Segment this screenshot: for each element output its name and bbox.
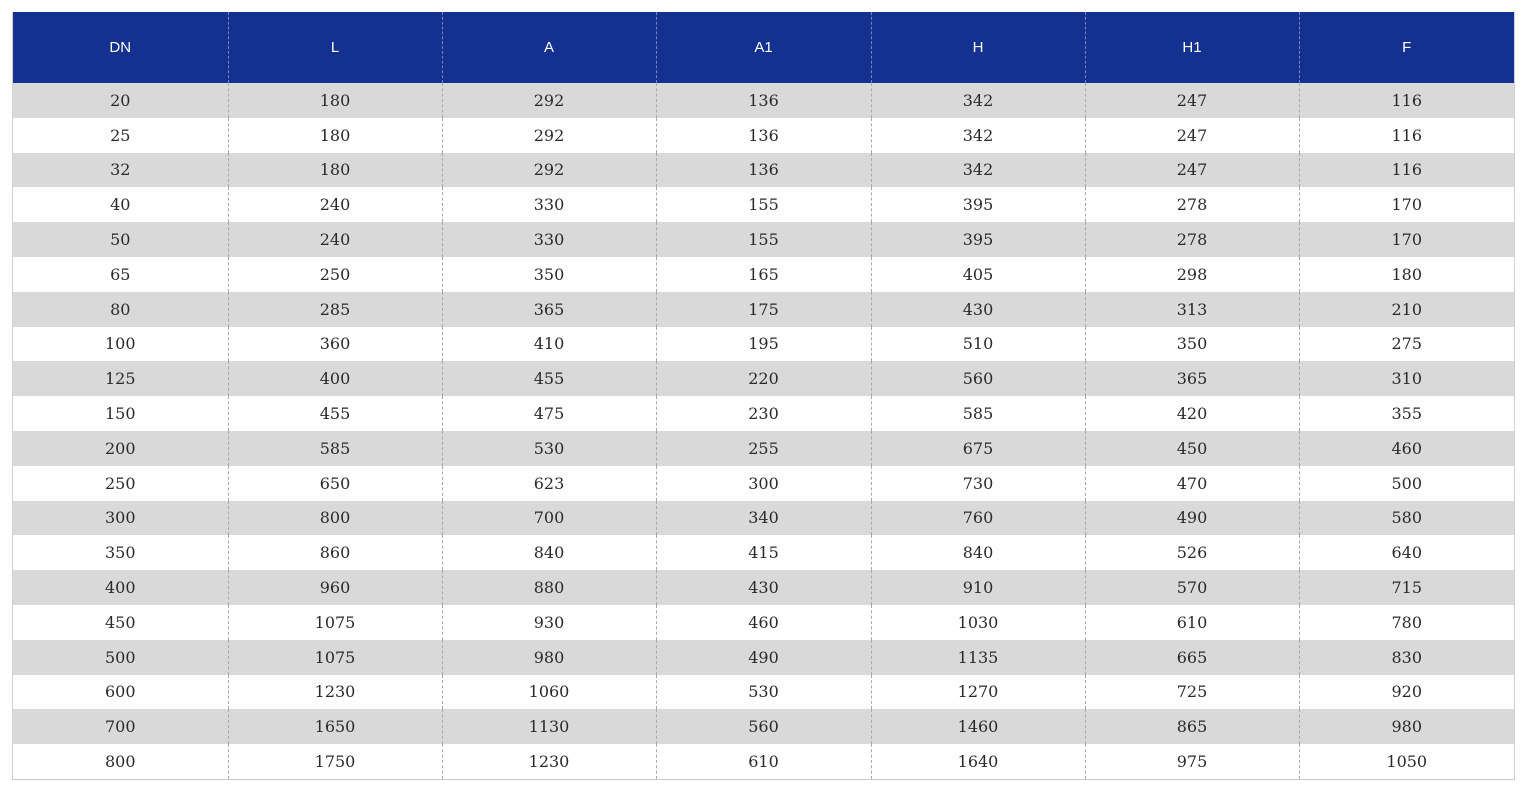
table-row xyxy=(13,153,1514,188)
table-row xyxy=(13,501,1514,536)
table-cell-f: 170 xyxy=(1299,187,1514,222)
table-row xyxy=(13,361,1514,396)
table-cell-h1: 490 xyxy=(1085,501,1299,536)
table-cell-h1: 247 xyxy=(1085,118,1299,153)
table-cell-dn: 200 xyxy=(13,431,228,466)
table-cell-a: 1130 xyxy=(442,709,656,744)
table-row xyxy=(13,466,1514,501)
table-cell-a1: 610 xyxy=(656,744,871,779)
table-cell-f: 116 xyxy=(1299,153,1514,188)
table-cell-a1: 155 xyxy=(656,187,871,222)
table-cell-a: 1060 xyxy=(442,675,656,710)
table-cell-a1: 560 xyxy=(656,709,871,744)
table-cell-h1: 725 xyxy=(1085,675,1299,710)
table-cell-h1: 450 xyxy=(1085,431,1299,466)
table-cell-dn: 150 xyxy=(13,396,228,431)
table-cell-l: 1230 xyxy=(228,675,442,710)
table-cell-h1: 313 xyxy=(1085,292,1299,327)
column-header-h: H xyxy=(871,12,1085,83)
column-header-h1: H1 xyxy=(1085,12,1299,83)
table-row xyxy=(13,118,1514,153)
table-row xyxy=(13,222,1514,257)
table-cell-l: 1650 xyxy=(228,709,442,744)
table-cell-h: 430 xyxy=(871,292,1085,327)
table-cell-f: 460 xyxy=(1299,431,1514,466)
table-cell-a1: 340 xyxy=(656,501,871,536)
table-cell-a: 623 xyxy=(442,466,656,501)
table-cell-h: 730 xyxy=(871,466,1085,501)
table-cell-a1: 136 xyxy=(656,153,871,188)
table-cell-h: 760 xyxy=(871,501,1085,536)
table-cell-f: 116 xyxy=(1299,118,1514,153)
table-row xyxy=(13,744,1514,779)
table-cell-l: 585 xyxy=(228,431,442,466)
table-cell-h: 675 xyxy=(871,431,1085,466)
table-cell-h: 910 xyxy=(871,570,1085,605)
table-cell-l: 1075 xyxy=(228,640,442,675)
table-cell-l: 1075 xyxy=(228,605,442,640)
table-body xyxy=(13,83,1514,779)
table-cell-h1: 610 xyxy=(1085,605,1299,640)
table-cell-dn: 300 xyxy=(13,501,228,536)
table-cell-a1: 460 xyxy=(656,605,871,640)
table-cell-a1: 255 xyxy=(656,431,871,466)
table-cell-h: 585 xyxy=(871,396,1085,431)
table-cell-f: 500 xyxy=(1299,466,1514,501)
table-cell-h: 405 xyxy=(871,257,1085,292)
table-cell-dn: 25 xyxy=(13,118,228,153)
table-cell-a: 700 xyxy=(442,501,656,536)
table-cell-l: 180 xyxy=(228,83,442,118)
table-cell-a1: 430 xyxy=(656,570,871,605)
table-cell-h: 342 xyxy=(871,153,1085,188)
table-cell-h: 1030 xyxy=(871,605,1085,640)
table-cell-f: 715 xyxy=(1299,570,1514,605)
table-cell-h1: 470 xyxy=(1085,466,1299,501)
table-cell-h1: 298 xyxy=(1085,257,1299,292)
table-cell-f: 980 xyxy=(1299,709,1514,744)
column-header-a1: A1 xyxy=(656,12,871,83)
table-cell-h1: 350 xyxy=(1085,327,1299,362)
table-cell-h: 1640 xyxy=(871,744,1085,779)
table-cell-h1: 278 xyxy=(1085,222,1299,257)
table-cell-l: 180 xyxy=(228,118,442,153)
table-cell-a1: 490 xyxy=(656,640,871,675)
table-cell-dn: 20 xyxy=(13,83,228,118)
table-cell-dn: 32 xyxy=(13,153,228,188)
table-row xyxy=(13,431,1514,466)
table-cell-a1: 415 xyxy=(656,535,871,570)
table-header-row xyxy=(13,12,1514,83)
column-header-l: L xyxy=(228,12,442,83)
table-cell-dn: 700 xyxy=(13,709,228,744)
table-row xyxy=(13,709,1514,744)
table-cell-f: 170 xyxy=(1299,222,1514,257)
table-cell-dn: 600 xyxy=(13,675,228,710)
table-cell-h: 1135 xyxy=(871,640,1085,675)
table-cell-a: 330 xyxy=(442,187,656,222)
table-cell-dn: 400 xyxy=(13,570,228,605)
table-row xyxy=(13,327,1514,362)
table-row xyxy=(13,640,1514,675)
table-row xyxy=(13,292,1514,327)
table-cell-a1: 165 xyxy=(656,257,871,292)
table-cell-f: 830 xyxy=(1299,640,1514,675)
table-cell-a: 930 xyxy=(442,605,656,640)
table-cell-l: 650 xyxy=(228,466,442,501)
table-cell-h1: 570 xyxy=(1085,570,1299,605)
table-cell-dn: 800 xyxy=(13,744,228,779)
table-cell-h: 560 xyxy=(871,361,1085,396)
table-cell-l: 240 xyxy=(228,187,442,222)
table-cell-dn: 50 xyxy=(13,222,228,257)
table-row xyxy=(13,535,1514,570)
column-header-dn: DN xyxy=(13,12,228,83)
table-cell-l: 400 xyxy=(228,361,442,396)
table-cell-dn: 250 xyxy=(13,466,228,501)
table-row xyxy=(13,675,1514,710)
table-cell-dn: 450 xyxy=(13,605,228,640)
table-cell-a1: 300 xyxy=(656,466,871,501)
table-cell-f: 580 xyxy=(1299,501,1514,536)
table-cell-h: 395 xyxy=(871,222,1085,257)
table-cell-a: 1230 xyxy=(442,744,656,779)
dimension-table xyxy=(13,12,1514,779)
table-cell-l: 455 xyxy=(228,396,442,431)
table-row xyxy=(13,83,1514,118)
table-cell-h: 395 xyxy=(871,187,1085,222)
table-cell-f: 355 xyxy=(1299,396,1514,431)
table-cell-a: 410 xyxy=(442,327,656,362)
table-cell-a1: 195 xyxy=(656,327,871,362)
table-cell-dn: 100 xyxy=(13,327,228,362)
table-row xyxy=(13,605,1514,640)
table-cell-dn: 40 xyxy=(13,187,228,222)
table-cell-h1: 526 xyxy=(1085,535,1299,570)
table-cell-l: 240 xyxy=(228,222,442,257)
table-cell-a1: 155 xyxy=(656,222,871,257)
table-cell-h1: 975 xyxy=(1085,744,1299,779)
table-cell-l: 860 xyxy=(228,535,442,570)
table-cell-h1: 420 xyxy=(1085,396,1299,431)
table-row xyxy=(13,570,1514,605)
table-cell-f: 180 xyxy=(1299,257,1514,292)
table-cell-a: 292 xyxy=(442,83,656,118)
table-cell-dn: 65 xyxy=(13,257,228,292)
table-cell-h1: 665 xyxy=(1085,640,1299,675)
table-cell-f: 920 xyxy=(1299,675,1514,710)
table-cell-dn: 350 xyxy=(13,535,228,570)
table-cell-a1: 136 xyxy=(656,118,871,153)
table-cell-dn: 125 xyxy=(13,361,228,396)
table-row xyxy=(13,396,1514,431)
table-cell-h: 510 xyxy=(871,327,1085,362)
table-cell-l: 250 xyxy=(228,257,442,292)
table-cell-l: 1750 xyxy=(228,744,442,779)
table-cell-dn: 500 xyxy=(13,640,228,675)
table-cell-l: 180 xyxy=(228,153,442,188)
table-cell-a: 330 xyxy=(442,222,656,257)
table-cell-a: 292 xyxy=(442,153,656,188)
table-cell-h1: 365 xyxy=(1085,361,1299,396)
table-cell-h: 1270 xyxy=(871,675,1085,710)
table-cell-a: 980 xyxy=(442,640,656,675)
table-cell-h1: 278 xyxy=(1085,187,1299,222)
table-cell-h: 342 xyxy=(871,83,1085,118)
table-cell-h1: 865 xyxy=(1085,709,1299,744)
table-cell-f: 116 xyxy=(1299,83,1514,118)
column-header-f: F xyxy=(1299,12,1514,83)
table-cell-l: 800 xyxy=(228,501,442,536)
table-cell-a: 530 xyxy=(442,431,656,466)
table-cell-f: 780 xyxy=(1299,605,1514,640)
dimension-table-container xyxy=(12,12,1515,780)
table-cell-a: 455 xyxy=(442,361,656,396)
table-cell-a1: 230 xyxy=(656,396,871,431)
table-cell-f: 310 xyxy=(1299,361,1514,396)
table-cell-l: 960 xyxy=(228,570,442,605)
table-cell-a1: 530 xyxy=(656,675,871,710)
table-cell-a: 840 xyxy=(442,535,656,570)
table-cell-h1: 247 xyxy=(1085,153,1299,188)
table-cell-f: 1050 xyxy=(1299,744,1514,779)
table-cell-a: 475 xyxy=(442,396,656,431)
table-cell-f: 210 xyxy=(1299,292,1514,327)
table-cell-h: 840 xyxy=(871,535,1085,570)
table-cell-f: 275 xyxy=(1299,327,1514,362)
table-cell-h: 1460 xyxy=(871,709,1085,744)
table-cell-f: 640 xyxy=(1299,535,1514,570)
table-cell-a1: 175 xyxy=(656,292,871,327)
table-cell-a1: 220 xyxy=(656,361,871,396)
table-cell-a: 292 xyxy=(442,118,656,153)
table-row xyxy=(13,187,1514,222)
table-cell-a: 350 xyxy=(442,257,656,292)
table-cell-l: 360 xyxy=(228,327,442,362)
table-cell-a: 880 xyxy=(442,570,656,605)
table-cell-l: 285 xyxy=(228,292,442,327)
table-cell-dn: 80 xyxy=(13,292,228,327)
column-header-a: A xyxy=(442,12,656,83)
table-row xyxy=(13,257,1514,292)
table-cell-h1: 247 xyxy=(1085,83,1299,118)
table-cell-h: 342 xyxy=(871,118,1085,153)
table-cell-a1: 136 xyxy=(656,83,871,118)
table-cell-a: 365 xyxy=(442,292,656,327)
